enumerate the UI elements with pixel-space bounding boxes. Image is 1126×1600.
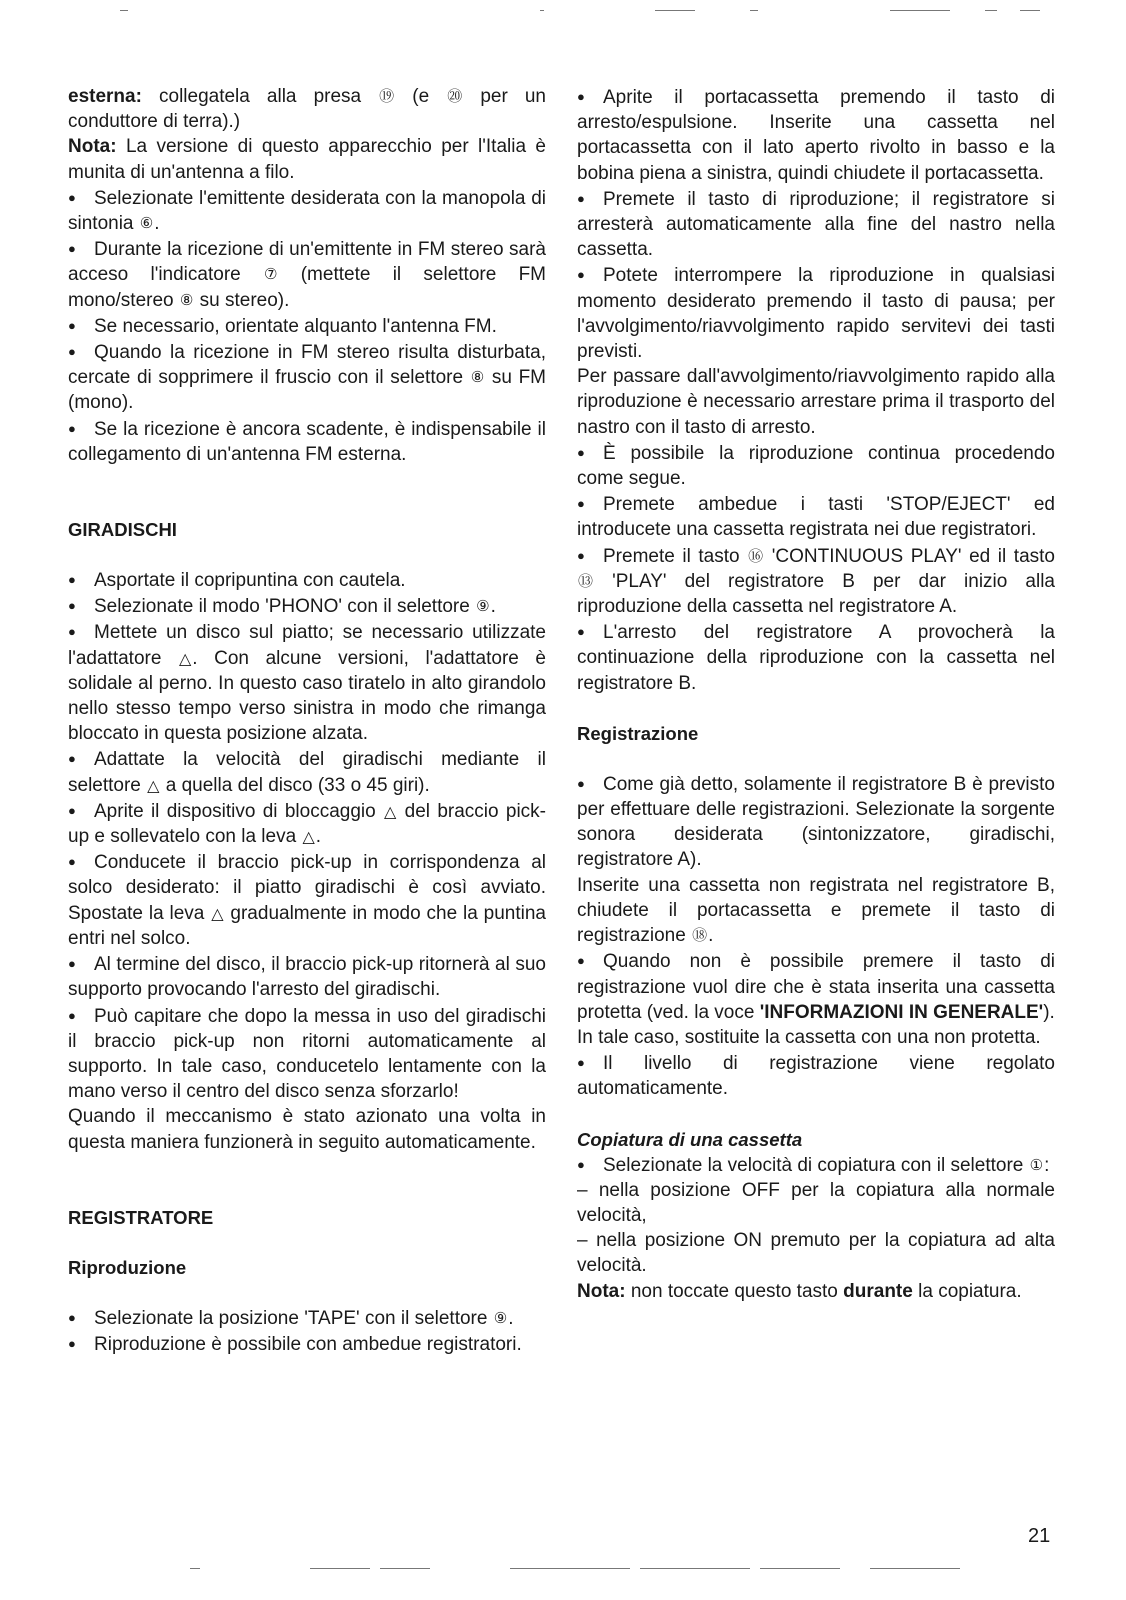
spacer (68, 1280, 546, 1305)
section-heading: Riproduzione (68, 1256, 187, 1278)
bullet-item (68, 798, 546, 849)
circled-number-icon: ⑨ (476, 598, 490, 616)
text-run: – nella posizione OFF per la copiatura alla normale velocità, (577, 1179, 1055, 1226)
text-run: Riproduzione è possibile con ambedue registratori. (94, 1333, 522, 1355)
scan-noise-top (0, 10, 1126, 30)
text-run: Asportate il copripuntina con cautela. (94, 570, 406, 592)
circled-number-icon: ⑱ (692, 927, 708, 945)
bullet-item (577, 1050, 1055, 1101)
circled-number-icon: ⑨ (493, 1309, 508, 1327)
text-run: . Con alcune versioni, l'adattatore è solidale al perno. In questo caso tiratelo in alto girandolo nello stesso tempo verso sinistra in modo che rimanga bloccato in questa posizione alzata. (68, 647, 546, 745)
circled-number-icon: ⑯ (748, 547, 764, 565)
text-run: È possibile la riproduzione continua procedendo come segue. (577, 442, 1055, 490)
left-column (68, 84, 546, 1357)
text-run: gradualmente in modo che la puntina entri nel solco. (68, 902, 546, 949)
bullet-item (577, 84, 1055, 186)
spacer (68, 1230, 546, 1255)
text-run: collegatela alla presa (141, 86, 379, 107)
spacer (68, 467, 546, 517)
bullet-item (68, 951, 546, 1002)
paragraph (577, 364, 1055, 440)
text-run: ). (1043, 1001, 1055, 1023)
text-run: Inserite una cassetta non registrata nel registratore B, chiudete il portacassetta e premete il tasto di registrazione (577, 874, 1055, 947)
paragraph (68, 1104, 546, 1154)
bullet-item (68, 185, 546, 236)
section-heading: REGISTRATORE (68, 1206, 214, 1228)
bullet-item (68, 593, 546, 619)
bullet-item (577, 771, 1055, 873)
text-run: . (708, 925, 714, 947)
text-run: Selezionate la posizione 'TAPE' con il selettore (94, 1307, 493, 1329)
triangle-letter-icon: △ (178, 650, 192, 668)
text-run: Al termine del disco, il braccio pick-up ritornerà al suo supporto provocando l'arresto del giradischi. (68, 954, 546, 1001)
text-run: (e (395, 86, 447, 107)
bullet-item (577, 619, 1055, 696)
text-run: Se la ricezione è ancora scadente, è indispensabile il collegamento di un'antenna FM esterna. (68, 418, 546, 465)
text-run: Adattate la velocità del giradischi mediante il selettore (68, 749, 546, 796)
triangle-letter-icon: △ (147, 777, 160, 795)
text-run: Può capitare che dopo la messa in uso del giradischi il braccio pick-up non ritorni automaticamente al supporto. In tale caso, conducetelo lentamente con la mano verso il centro del disco senza sforzarlo! (68, 1005, 546, 1103)
text-run: . (315, 826, 322, 848)
text-run: : (1044, 1154, 1050, 1176)
bullet-item (68, 1003, 546, 1105)
text-run: 'PLAY' del registratore B per dar inizio alla riproduzione della cassetta nel registratore A. (577, 570, 1055, 618)
text-run: . (508, 1307, 514, 1329)
text-run: . (490, 596, 496, 618)
text-run: Selezionate l'emittente desiderata con la manopola di sintonia (68, 187, 546, 235)
circled-number-icon: ⑳ (447, 88, 463, 105)
bold-text: esterna: (68, 86, 142, 107)
bullet-item (68, 849, 546, 951)
bullet-item (68, 236, 546, 313)
text-run: La versione di questo apparecchio per l'Italia è munita di un'antenna a filo. (68, 136, 546, 183)
page-number: 21 (1028, 1525, 1051, 1547)
paragraph (577, 1279, 1055, 1304)
scan-noise-bottom (0, 1568, 1126, 1588)
text-run: Potete interrompere la riproduzione in qualsiasi momento desiderato premendo il tasto di pausa; per l'avvolgimento/riavvolgimento rapido servitevi dei tasti previsti. (577, 265, 1055, 363)
bullet-item (577, 262, 1055, 364)
paragraph (577, 1228, 1055, 1278)
text-run: In tale caso, sostituite la cassetta con una non protetta. (577, 1026, 1041, 1048)
spacer (577, 696, 1055, 721)
text-run: Conducete il braccio pick-up in corrispondenza al solco desiderato: il piatto giradischi è così avviato. Spostate la leva (68, 852, 546, 924)
bullet-item (577, 1152, 1055, 1178)
triangle-letter-icon: △ (302, 829, 315, 847)
text-run: – nella posizione ON premuto per la copiatura ad alta velocità. (577, 1230, 1055, 1277)
text-run: la copiatura. (912, 1280, 1022, 1302)
subsection-heading: Copiatura di una cassetta (577, 1128, 803, 1150)
circled-number-icon: ⑦ (264, 266, 278, 284)
text-run: non toccate questo tasto (625, 1280, 844, 1302)
bold-text: 'INFORMAZIONI IN GENERALE' (759, 1001, 1044, 1023)
paragraph (577, 873, 1055, 949)
text-run: Aprite il dispositivo di bloccaggio (94, 800, 384, 822)
text-run: del braccio pick-up e sollevatelo con la leva (68, 800, 547, 848)
text-run: su stereo). (194, 289, 290, 311)
text-run: Premete ambedue i tasti 'STOP/EJECT' ed introducete una cassetta registrata nei due registratori. (577, 494, 1055, 541)
bullet-item (577, 543, 1055, 620)
text-run: Mettete un disco sul piatto; se necessario utilizzate l'adattatore (68, 622, 546, 669)
spacer (68, 542, 546, 567)
bullet-item (68, 313, 546, 339)
paragraph (68, 134, 546, 184)
triangle-letter-icon: △ (384, 803, 397, 821)
text-run: . (154, 213, 160, 235)
text-run: Quando il meccanismo è stato azionato una volta in questa maniera funzionerà in seguito automaticamente. (68, 1106, 546, 1153)
bullet-item (68, 1305, 546, 1331)
bullet-item (68, 619, 546, 746)
bullet-item (68, 416, 546, 467)
circled-number-icon: ⑥ (139, 215, 154, 233)
bullet-item (577, 440, 1055, 491)
text-run: Premete il tasto di riproduzione; il registratore si arresterà automaticamente alla fine del nastro nella cassetta. (577, 188, 1055, 261)
text-run: Se necessario, orientate alquanto l'antenna FM. (94, 315, 497, 337)
section-heading: GIRADISCHI (68, 519, 177, 541)
bold-text: durante (843, 1280, 913, 1302)
text-run: L'arresto del registratore A provocherà la continuazione della riproduzione con la cassetta nel registratore B. (577, 622, 1055, 694)
text-run: Il livello di registrazione viene regolato automaticamente. (577, 1053, 1055, 1100)
text-run: per un conduttore di terra).) (68, 86, 546, 133)
text-run: Per passare dall'avvolgimento/riavvolgimento rapido alla riproduzione è necessario arrestare prima il trasporto del nastro con il tasto di arresto. (577, 366, 1055, 438)
bullet-item (577, 948, 1055, 1025)
text-run: Aprite il portacassetta premendo il tasto di arresto/espulsione. Inserite una cassetta nel portacassetta con il lato aperto rivolto in basso e la bobina piena a sinistra, quindi chiudete il portacassetta. (577, 87, 1055, 184)
circled-number-icon: ⑧ (179, 291, 194, 309)
text-run: Selezionate la velocità di copiatura con il selettore (603, 1154, 1029, 1176)
text-run: 'CONTINUOUS PLAY' ed il tasto (764, 545, 1055, 567)
triangle-letter-icon: △ (211, 905, 224, 923)
circled-number-icon: ⑬ (578, 572, 594, 590)
text-run: Come già detto, solamente il registratore B è previsto per effettuare delle registrazioni. Selezionate la sorgente sonora desiderata (sintonizzatore, giradischi, registratore A). (577, 773, 1055, 871)
text-run: Durante la ricezione di un'emittente in FM stereo sarà acceso l'indicatore (68, 239, 546, 286)
bullet-item (68, 339, 546, 416)
bullet-item (68, 567, 546, 593)
text-run: Selezionate il modo 'PHONO' con il selettore (94, 596, 476, 618)
paragraph (577, 1178, 1055, 1228)
bold-text: Nota: (68, 136, 117, 158)
text-run: su FM (mono). (68, 367, 546, 414)
paragraph (577, 1025, 1055, 1050)
bold-text: Nota: (577, 1280, 626, 1302)
text-run: (mettete il selettore FM mono/stereo (68, 264, 546, 311)
spacer (577, 746, 1055, 771)
bullet-item (68, 746, 546, 797)
circled-number-icon: ⑲ (379, 88, 395, 105)
section-heading: Registrazione (577, 722, 699, 744)
bullet-item (577, 186, 1055, 263)
right-column (577, 84, 1055, 1304)
circled-number-icon: ⑧ (470, 369, 485, 387)
paragraph (68, 84, 546, 134)
spacer (577, 1102, 1055, 1127)
text-run: Quando la ricezione in FM stereo risulta disturbata, cercate di sopprimere il fruscio con il selettore (68, 342, 546, 389)
text-run: Quando non è possibile premere il tasto di registrazione vuol dire che è stata inserita una cassetta protetta (ved. la voce (577, 951, 1055, 1023)
bullet-item (68, 1331, 546, 1357)
bullet-item (577, 491, 1055, 542)
spacer (68, 1155, 546, 1205)
text-run: a quella del disco (33 o 45 giri). (160, 774, 430, 796)
circled-number-icon: ① (1029, 1156, 1044, 1174)
text-run: Premete il tasto (603, 545, 748, 567)
